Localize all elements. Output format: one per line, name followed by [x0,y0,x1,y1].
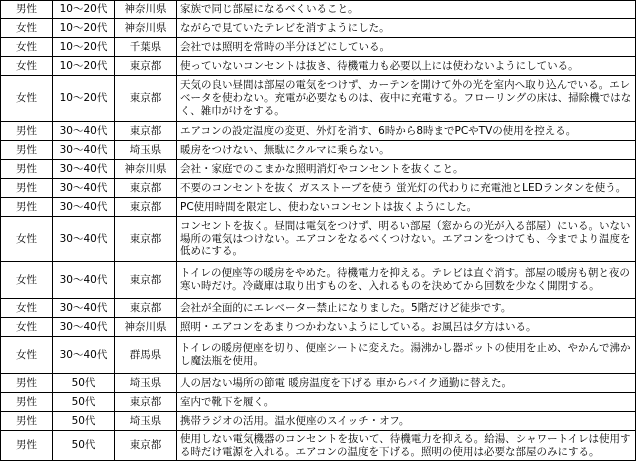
table-row [1,262,636,299]
prefecture-cell: 東京都 [115,57,177,76]
prefecture-cell: 東京都 [115,122,177,141]
prefecture-cell: 埼玉県 [115,374,177,393]
table-row [1,38,636,57]
comment-cell: 携帯ラジオの活用。温水便座のスイッチ・オフ。 [177,412,636,431]
comment-cell: 照明・エアコンをあまりつかわないようにしている。お風呂は夕方はいる。 [177,318,636,337]
comment-cell: 使っていないコンセントは抜き、待機電力も必要以上には使わないようにしている。 [177,57,636,76]
table-row [1,1,636,19]
comment-cell: 会社では照明を常時の半分ほどにしている。 [177,38,636,57]
comment-cell: 人の居ない場所の節電 暖房温度を下げる 車からバイク通勤に替えた。 [177,374,636,393]
prefecture-cell: 東京都 [115,179,177,198]
age-cell: 30〜40代 [53,299,115,318]
table-row [1,198,636,217]
gender-cell: 男性 [1,412,53,431]
comment-cell: ながらで見ていたテレビを消すようにした。 [177,19,636,38]
prefecture-cell: 埼玉県 [115,141,177,160]
comment-cell: コンセントを抜く。昼間は電気をつけず、明るい部屋（窓からの光が入る部屋）にいる。いない場所の電気はつけない。エアコンをなるべくつけない。エアコンをつけても、今までより温度を低めにする。 [177,217,636,262]
comment-cell: トイレの便座等の暖房をやめた。待機電力を抑える。テレビは直ぐ消す。部屋の暖房も朝と夜の寒い時だけ。冷蔵庫は取り出すものを、入れるものを決めてから回数を少なく開閉する。 [177,262,636,299]
prefecture-cell: 東京都 [115,262,177,299]
prefecture-cell: 神奈川県 [115,19,177,38]
table-row [1,318,636,337]
table-row [1,374,636,393]
age-cell: 10〜20代 [53,19,115,38]
age-cell: 30〜40代 [53,318,115,337]
comment-cell: 不要のコンセントを抜く ガスストーブを使う 蛍光灯の代わりに充電池とLEDランタンを使う。 [177,179,636,198]
prefecture-cell: 神奈川県 [115,160,177,179]
table-row [1,122,636,141]
age-cell: 30〜40代 [53,217,115,262]
gender-cell: 男性 [1,122,53,141]
table-row [1,19,636,38]
gender-cell: 男性 [1,431,53,461]
table-row [1,431,636,461]
comment-cell: 会社・家庭でのこまかな照明消灯やコンセントを抜くこと。 [177,160,636,179]
prefecture-cell: 埼玉県 [115,412,177,431]
prefecture-cell: 東京都 [115,217,177,262]
gender-cell: 男性 [1,198,53,217]
gender-cell: 男性 [1,179,53,198]
age-cell: 10〜20代 [53,76,115,122]
age-cell: 50代 [53,412,115,431]
gender-cell: 男性 [1,393,53,412]
prefecture-cell: 東京都 [115,198,177,217]
gender-cell: 女性 [1,217,53,262]
table-row [1,337,636,374]
gender-cell: 女性 [1,38,53,57]
age-cell: 10〜20代 [53,1,115,19]
gender-cell: 女性 [1,57,53,76]
table-row [1,299,636,318]
age-cell: 50代 [53,374,115,393]
comment-cell: 天気の良い昼間は部屋の電気をつけず、カーテンを開けて外の光を室内へ取り込んでいる。エレベータを使わない。充電が必要なものは、夜中に充電する。フローリングの床は、掃除機ではなく、雑巾がけをする。 [177,76,636,122]
table-row [1,179,636,198]
age-cell: 30〜40代 [53,141,115,160]
age-cell: 10〜20代 [53,57,115,76]
age-cell: 30〜40代 [53,262,115,299]
age-cell: 50代 [53,393,115,412]
gender-cell: 男性 [1,374,53,393]
gender-cell: 女性 [1,318,53,337]
prefecture-cell: 群馬県 [115,337,177,374]
gender-cell: 男性 [1,1,53,19]
comment-cell: 室内で靴下を履く。 [177,393,636,412]
gender-cell: 女性 [1,76,53,122]
gender-cell: 女性 [1,19,53,38]
gender-cell: 女性 [1,299,53,318]
comment-cell: 暖房をつけない、無駄にクルマに乗らない。 [177,141,636,160]
comment-cell: 家族で同じ部屋になるべくいること。 [177,1,636,19]
age-cell: 30〜40代 [53,122,115,141]
age-cell: 30〜40代 [53,160,115,179]
comment-cell: 使用しない電気機器のコンセントを抜いて、待機電力を抑える。給湯、シャワートイレは使用する時だけ電源を入れる。エアコンの温度を下げる。照明の使用は必要な部屋のみにする。 [177,431,636,461]
prefecture-cell: 東京都 [115,76,177,122]
prefecture-cell: 東京都 [115,299,177,318]
comment-cell: PC使用時間を限定し、使わないコンセントは抜くようにした。 [177,198,636,217]
table-row [1,57,636,76]
gender-cell: 男性 [1,141,53,160]
gender-cell: 男性 [1,160,53,179]
table-row [1,393,636,412]
age-cell: 10〜20代 [53,38,115,57]
prefecture-cell: 千葉県 [115,38,177,57]
table-body [1,1,636,461]
table-row [1,412,636,431]
table-row [1,76,636,122]
comment-cell: トイレの暖房便座を切り、便座シートに変えた。湯沸かし器ポットの使用を止め、やかんで沸かし魔法瓶を使用。 [177,337,636,374]
prefecture-cell: 神奈川県 [115,318,177,337]
prefecture-cell: 東京都 [115,431,177,461]
age-cell: 30〜40代 [53,337,115,374]
table-row [1,141,636,160]
table-row [1,160,636,179]
age-cell: 30〜40代 [53,198,115,217]
age-cell: 30〜40代 [53,179,115,198]
prefecture-cell: 東京都 [115,393,177,412]
gender-cell: 女性 [1,337,53,374]
age-cell: 50代 [53,431,115,461]
prefecture-cell: 神奈川県 [115,1,177,19]
gender-cell: 女性 [1,262,53,299]
table-row [1,217,636,262]
comment-cell: エアコンの設定温度の変更、外灯を消す、6時から8時までPCやTVの使用を控える。 [177,122,636,141]
comment-cell: 会社が全面的にエレベーター禁止になりました。5階だけど徒歩です。 [177,299,636,318]
